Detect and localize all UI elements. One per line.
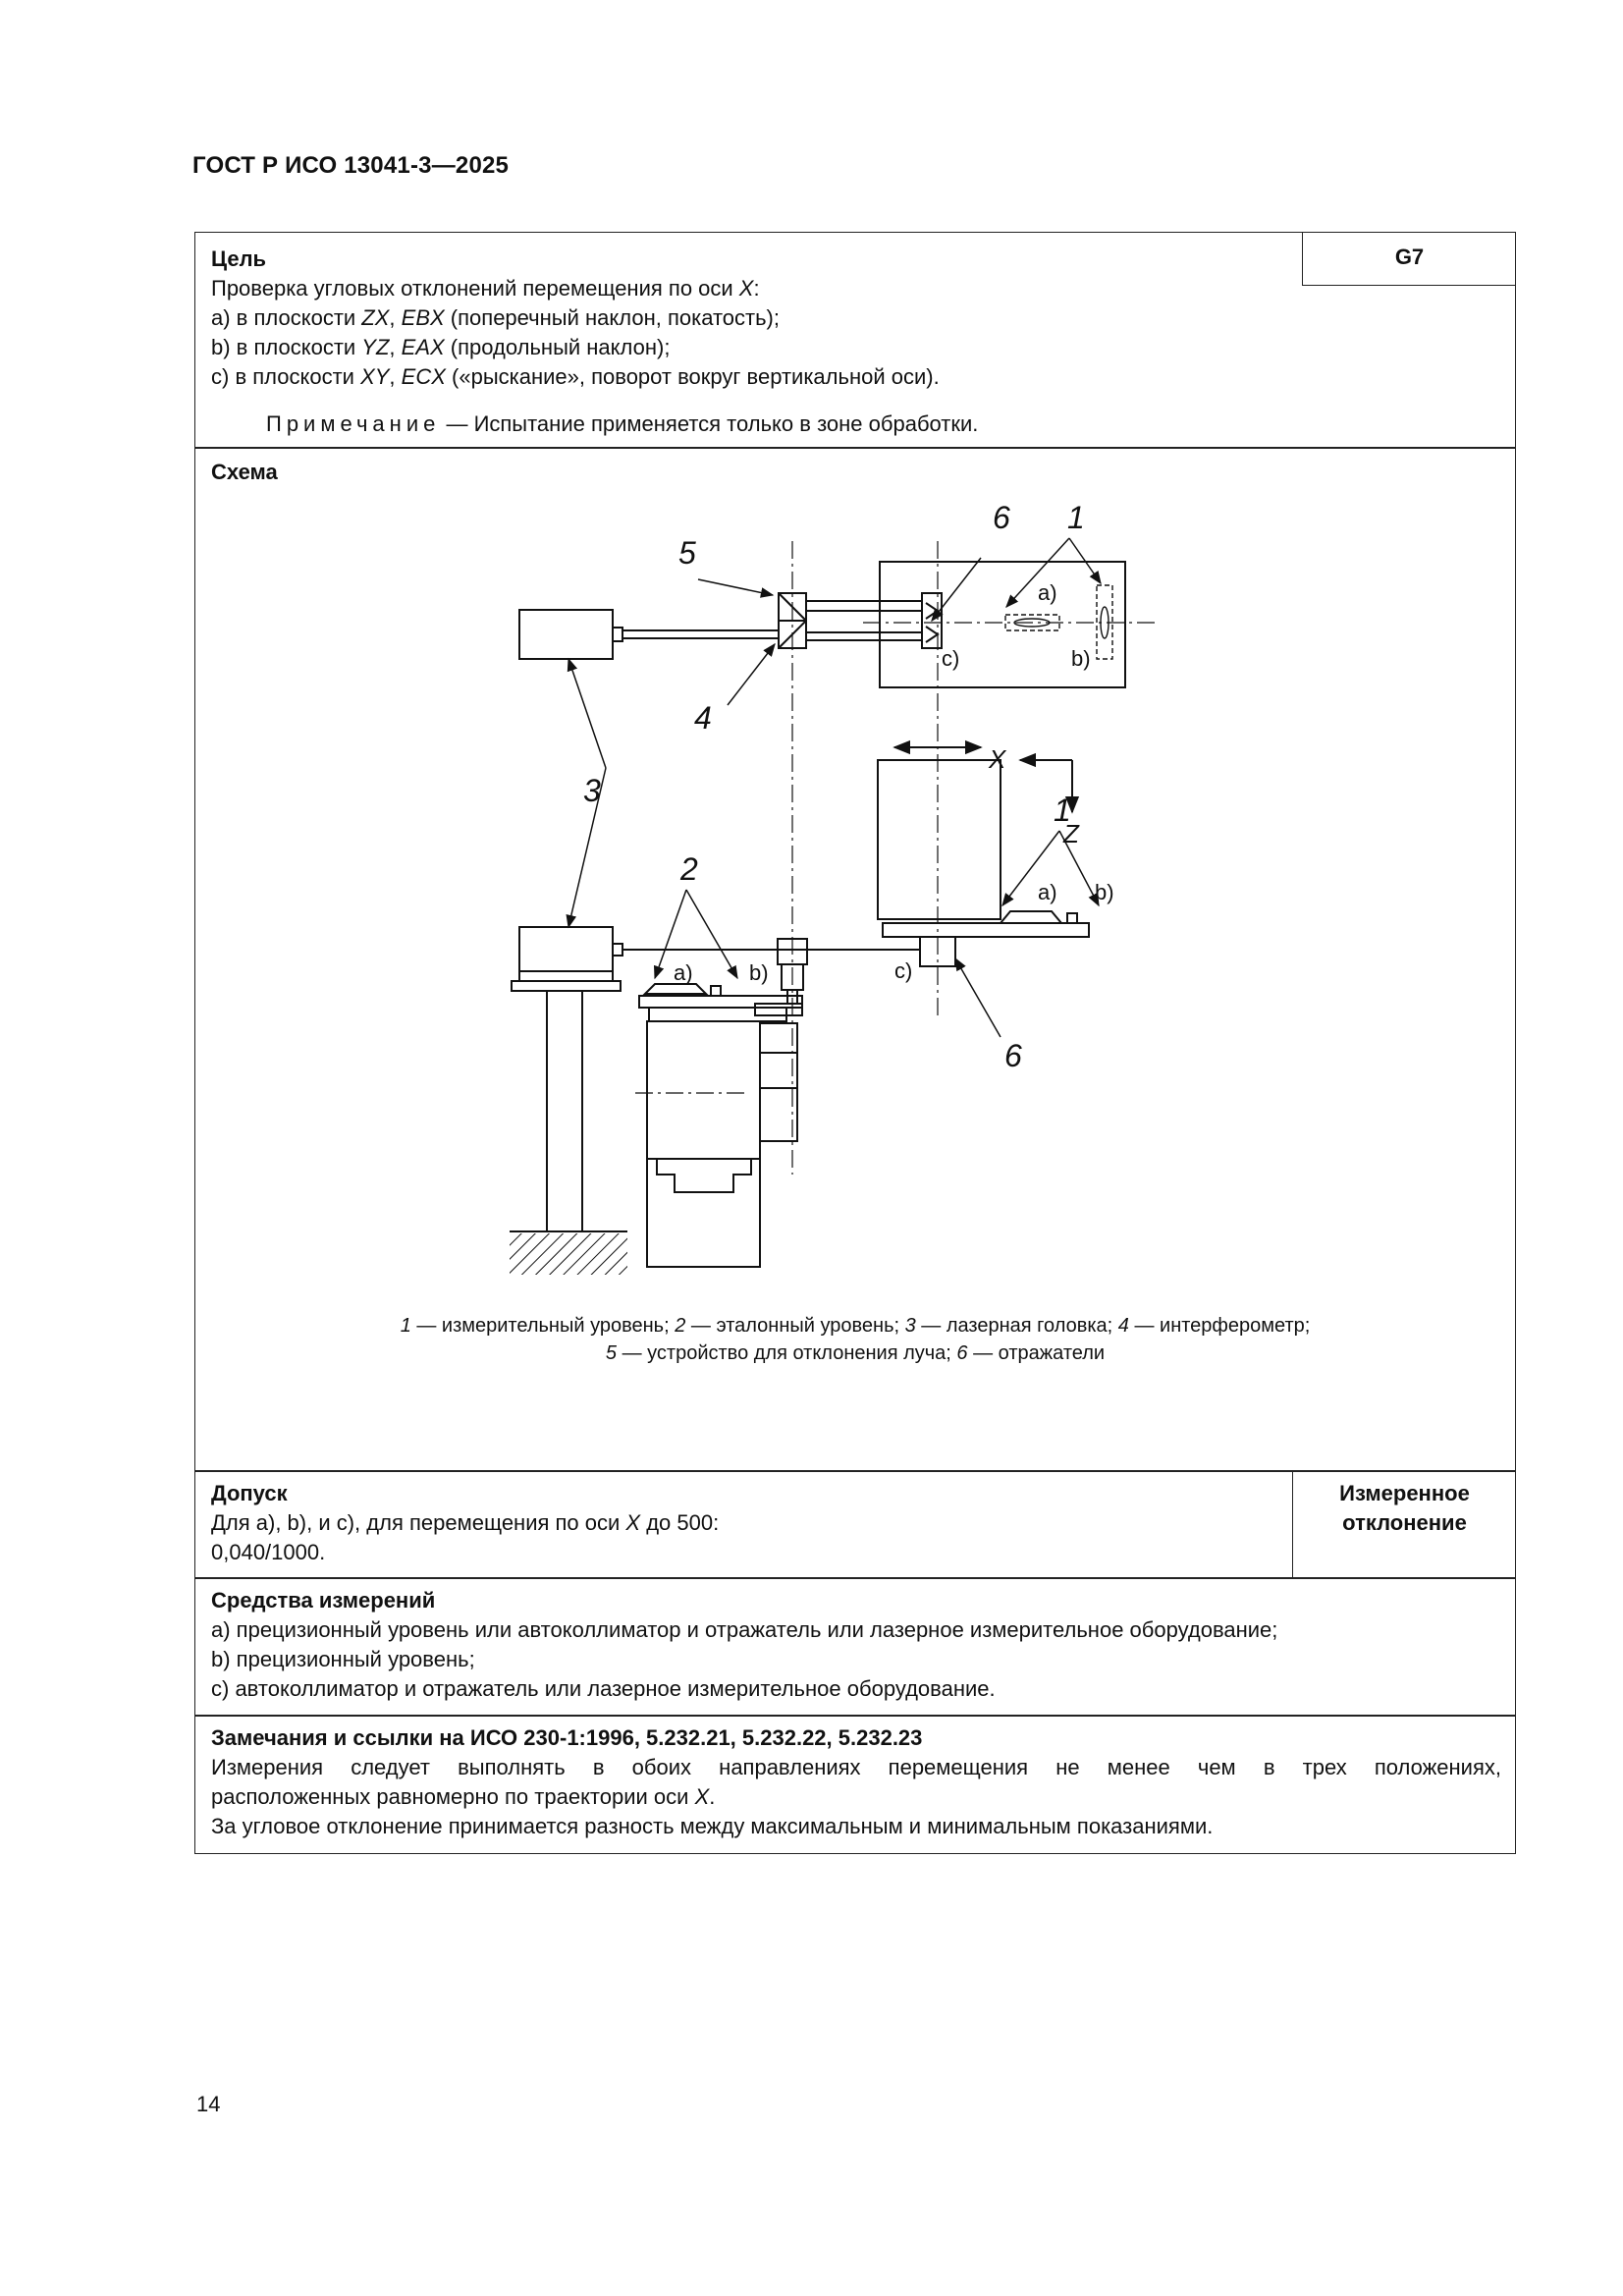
label-3: 3 [583, 773, 601, 808]
purpose-item: a) в плоскости ZX, EBX (поперечный наклон, покатость); [211, 305, 780, 330]
instrument-item: b) прецизионный уровень; [211, 1647, 475, 1671]
label-a: a) [674, 960, 693, 985]
label-c: c) [894, 958, 913, 983]
scheme-legend-line-1: 1 — измерительный уровень; 2 — эталонный уровень; 3 — лазерная головка; 4 — интерферометр; [400, 1315, 1311, 1337]
label-4: 4 [694, 700, 712, 736]
remarks-heading: Замечания и ссылки на ИСО 230-1:1996, 5.232.21, 5.232.22, 5.232.23 [211, 1725, 923, 1750]
purpose-note: Примечание — Испытание применяется только в зоне обработки. [266, 411, 979, 436]
page-number: 14 [196, 2092, 221, 2116]
label-2: 2 [680, 851, 698, 887]
instrument-item: a) прецизионный уровень или автоколлиматор и отражатель или лазерное измерительное оборудование; [211, 1617, 1278, 1642]
measured-deviation-label: Измеренное [1339, 1481, 1470, 1505]
remarks-line-2: расположенных равномерно по траектории оси X. [211, 1784, 716, 1809]
remarks-line-1: Измерения следует выполнять в обоих направлениях перемещения не менее чем в трех положениях, [211, 1755, 1501, 1779]
purpose-heading: Цель [211, 246, 267, 271]
spindle-head [878, 760, 1001, 919]
scheme-section [194, 447, 1516, 1472]
instrument-item: c) автоколлиматор и отражатель или лазерное измерительное оборудование. [211, 1676, 996, 1701]
note-label: Примечание [266, 411, 441, 436]
label-a: a) [1038, 580, 1057, 605]
purpose-intro: Проверка угловых отклонений перемещения по оси X: [211, 276, 760, 301]
purpose-item: c) в плоскости XY, ECX («рыскание», поворот вокруг вертикальной оси). [211, 364, 940, 389]
axis-x-label: X [989, 744, 1006, 774]
label-b: b) [1071, 646, 1091, 671]
label-1: 1 [1054, 793, 1071, 828]
label-1: 1 [1067, 500, 1085, 535]
purpose-section [194, 232, 1516, 449]
laser-stand [547, 991, 582, 1231]
measured-deviation-label: отклонение [1342, 1510, 1467, 1535]
measured-deviation-cell [1292, 1470, 1516, 1579]
instruments-section [194, 1577, 1516, 1717]
label-a: a) [1038, 880, 1057, 904]
label-5: 5 [678, 535, 696, 571]
scheme-legend-line-2: 5 — устройство для отклонения луча; 6 — отражатели [605, 1342, 1106, 1364]
test-code-cell [1302, 232, 1516, 286]
label-6: 6 [1004, 1038, 1022, 1073]
label-b: b) [749, 960, 769, 985]
machine-table [883, 923, 1089, 937]
instruments-heading: Средства измерений [211, 1588, 436, 1613]
document-header: ГОСТ Р ИСО 13041-3—2025 [192, 152, 510, 179]
axis-z-label: Z [1063, 819, 1079, 848]
remarks-line-3: За угловое отклонение принимается разность между максимальным и минимальным показаниями. [211, 1814, 1214, 1838]
remarks-section [194, 1715, 1516, 1854]
tolerance-value: 0,040/1000. [211, 1540, 326, 1564]
tolerance-section [194, 1470, 1516, 1579]
laser-head-top [519, 610, 613, 659]
tolerance-line-1: Для a), b), и c), для перемещения по оси X до 500: [211, 1510, 720, 1535]
label-c: c) [942, 646, 960, 671]
label-b: b) [1095, 880, 1114, 904]
label-6: 6 [993, 500, 1010, 535]
test-code: G7 [1394, 245, 1425, 269]
scheme-heading: Схема [211, 460, 278, 484]
ground-hatch [510, 1233, 627, 1275]
purpose-item: b) в плоскости YZ, EAX (продольный наклон); [211, 335, 671, 359]
laser-head-front [519, 927, 613, 971]
column-motor [647, 1021, 760, 1159]
tolerance-heading: Допуск [211, 1481, 288, 1505]
